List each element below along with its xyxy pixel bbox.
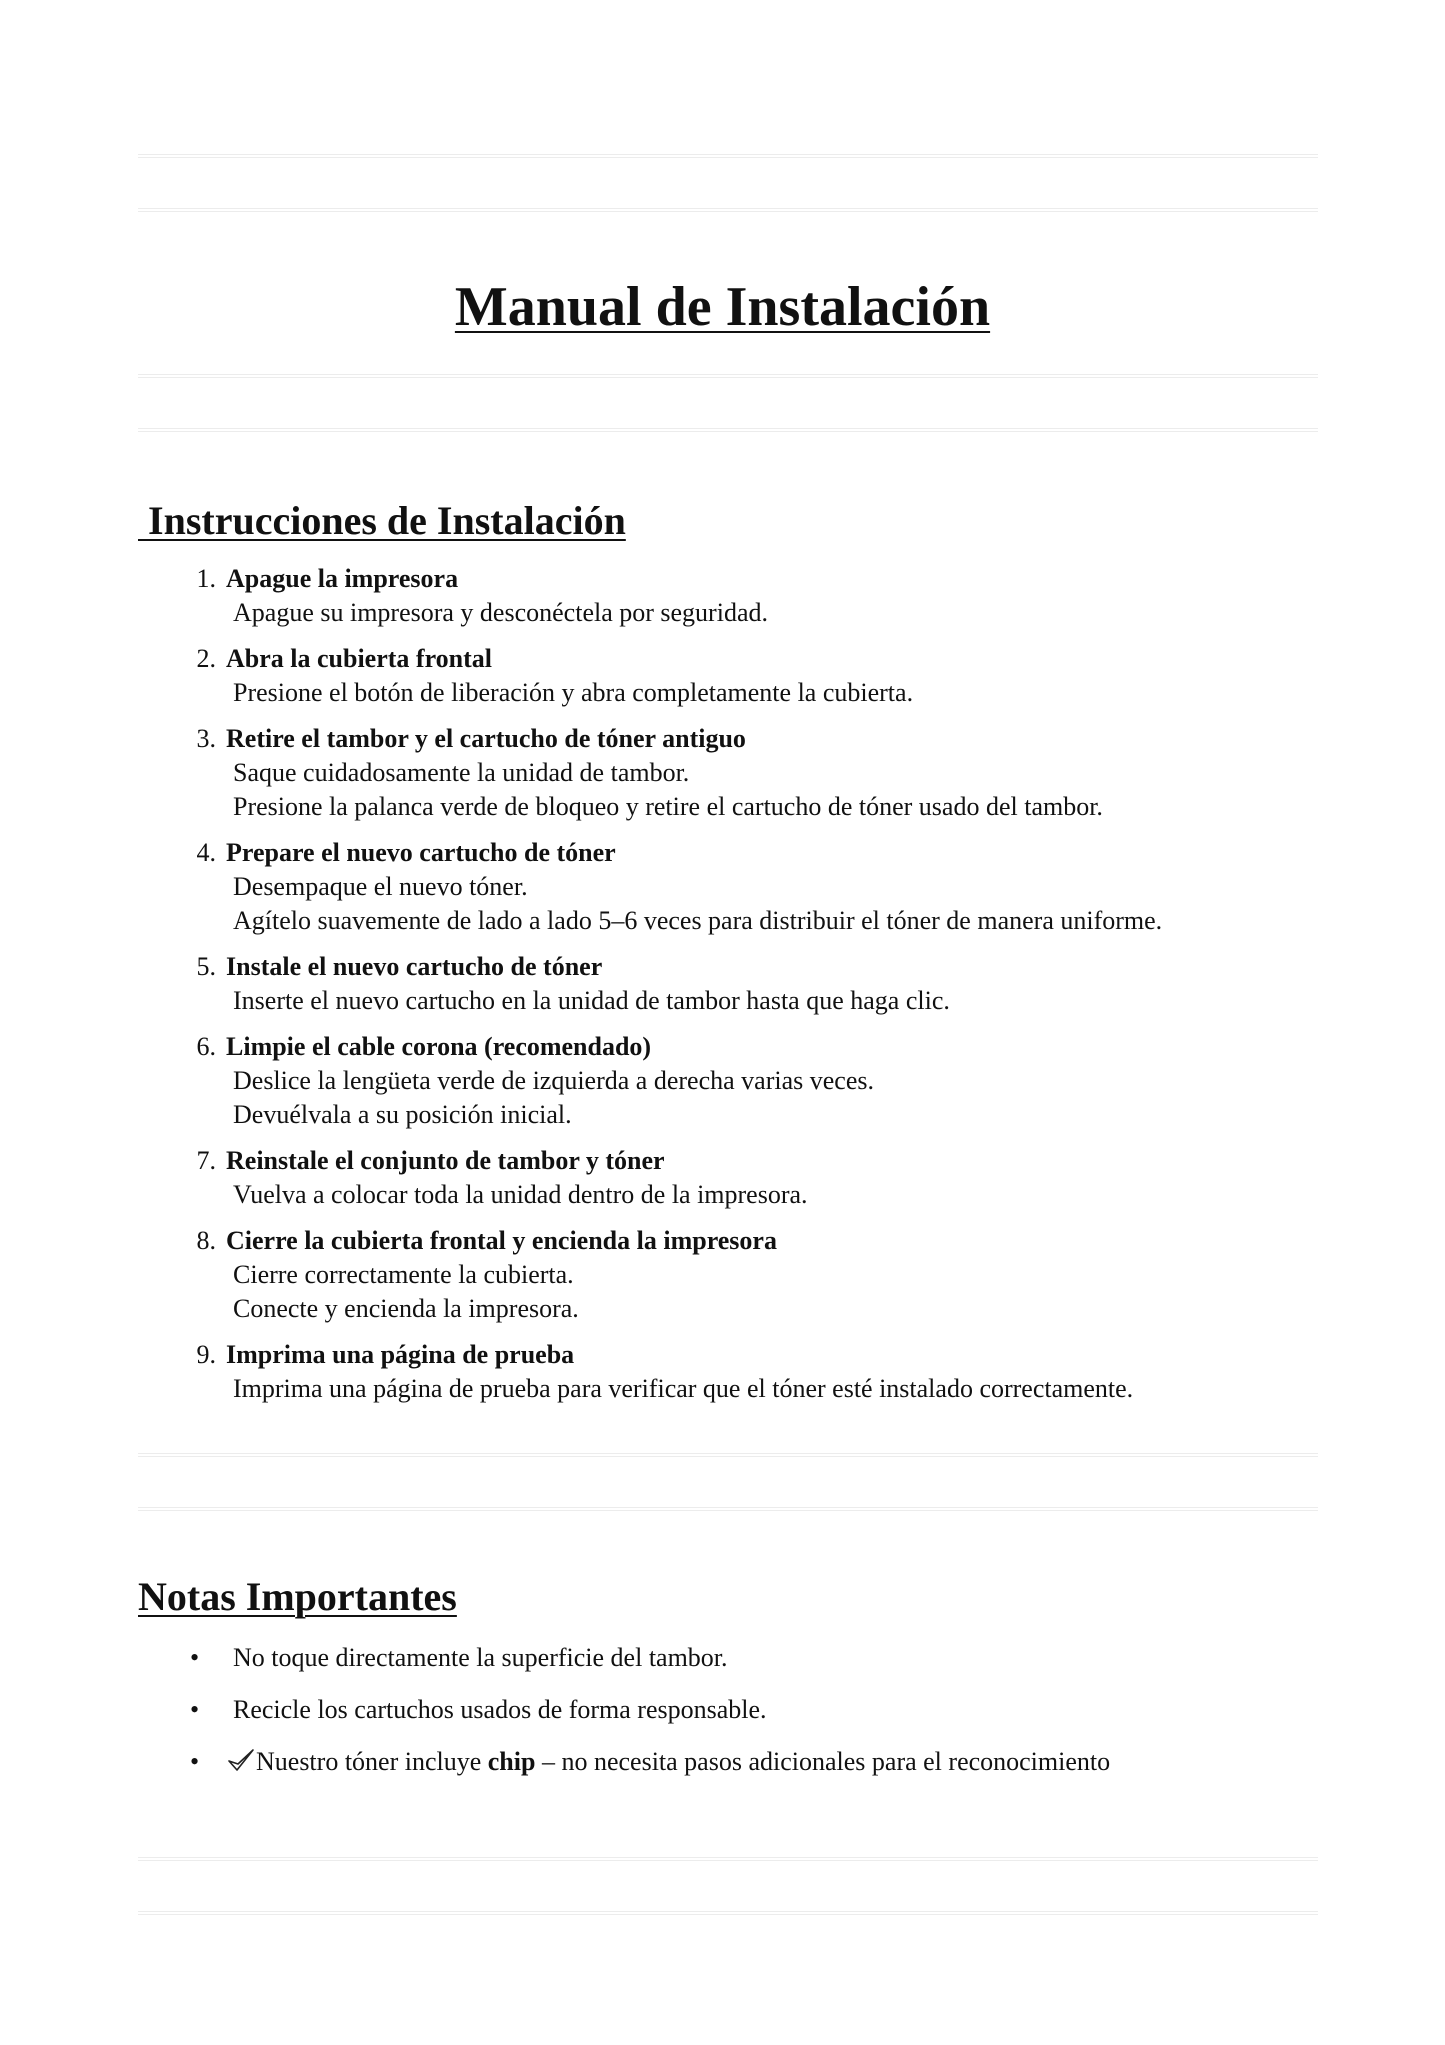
step-title: Limpie el cable corona (recomendado) (226, 1032, 652, 1061)
divider (138, 1911, 1318, 1915)
divider (138, 208, 1318, 212)
page-title: Manual de Instalación (454, 276, 991, 338)
step-number: 3. (196, 724, 216, 753)
divider (138, 1507, 1318, 1511)
step-item (0, 1338, 1445, 1406)
divider (138, 154, 1318, 158)
step-description: Agítelo suavemente de lado a lado 5–6 veces para distribuir el tóner de manera uniforme. (233, 906, 1163, 935)
list-item (0, 1693, 1445, 1745)
step-title: Instale el nuevo cartucho de tóner (226, 952, 603, 981)
step-title: Abra la cubierta frontal (226, 644, 492, 673)
step-description: Vuelva a colocar toda la unidad dentro de la impresora. (233, 1180, 808, 1209)
installation-heading: Instrucciones de Instalación (138, 498, 626, 543)
chip-note-bold: chip (487, 1747, 536, 1776)
step-description: Devuélvala a su posición inicial. (233, 1100, 572, 1129)
notes-list (0, 1641, 1445, 1797)
step-item (0, 836, 1445, 938)
note-text: Recicle los cartuchos usados de forma responsable. (233, 1695, 767, 1724)
divider (138, 1857, 1318, 1861)
list-item (0, 1641, 1445, 1693)
bullet: • (190, 1747, 200, 1776)
notes-heading: Notas Importantes (138, 1574, 457, 1619)
step-number: 1. (196, 564, 216, 593)
step-number: 2. (196, 644, 216, 673)
step-number: 4. (196, 838, 216, 867)
step-description: Deslice la lengüeta verde de izquierda a derecha varias veces. (233, 1066, 874, 1095)
step-title: Imprima una página de prueba (226, 1340, 575, 1369)
step-description: Apague su impresora y desconéctela por seguridad. (233, 598, 768, 627)
step-number: 6. (196, 1032, 216, 1061)
chip-note (226, 1745, 1110, 1779)
divider (138, 374, 1318, 378)
step-item (0, 562, 1445, 630)
bullet: • (190, 1695, 200, 1724)
bullet: • (190, 1643, 200, 1672)
step-number: 7. (196, 1146, 216, 1175)
step-number: 8. (196, 1226, 216, 1255)
note-text: No toque directamente la superficie del tambor. (233, 1643, 728, 1672)
step-number: 5. (196, 952, 216, 981)
chip-note-before: Nuestro tóner incluye (256, 1747, 488, 1776)
step-item (0, 950, 1445, 1018)
step-title: Prepare el nuevo cartucho de tóner (226, 838, 616, 867)
step-description: Imprima una página de prueba para verificar que el tóner esté instalado correctamente. (233, 1374, 1134, 1403)
step-title: Retire el tambor y el cartucho de tóner antiguo (226, 724, 746, 753)
step-item (0, 1030, 1445, 1132)
step-description: Saque cuidadosamente la unidad de tambor. (233, 758, 690, 787)
checkmark-icon (226, 1745, 256, 1775)
step-item (0, 1144, 1445, 1212)
step-title: Apague la impresora (226, 564, 459, 593)
divider (138, 1453, 1318, 1457)
step-number: 9. (196, 1340, 216, 1369)
step-title: Reinstale el conjunto de tambor y tóner (226, 1146, 665, 1175)
step-description: Cierre correctamente la cubierta. (233, 1260, 574, 1289)
step-description: Inserte el nuevo cartucho en la unidad de tambor hasta que haga clic. (233, 986, 950, 1015)
step-item (0, 722, 1445, 824)
list-item (0, 1745, 1445, 1797)
step-description: Desempaque el nuevo tóner. (233, 872, 528, 901)
chip-note-after: – no necesita pasos adicionales para el reconocimiento (535, 1747, 1111, 1776)
step-title: Cierre la cubierta frontal y encienda la impresora (226, 1226, 777, 1255)
step-item (0, 1224, 1445, 1326)
step-description: Presione el botón de liberación y abra completamente la cubierta. (233, 678, 914, 707)
installation-steps-list (0, 562, 1445, 1418)
divider (138, 428, 1318, 432)
step-description: Presione la palanca verde de bloqueo y retire el cartucho de tóner usado del tambor. (233, 792, 1103, 821)
step-item (0, 642, 1445, 710)
step-description: Conecte y encienda la impresora. (233, 1294, 579, 1323)
